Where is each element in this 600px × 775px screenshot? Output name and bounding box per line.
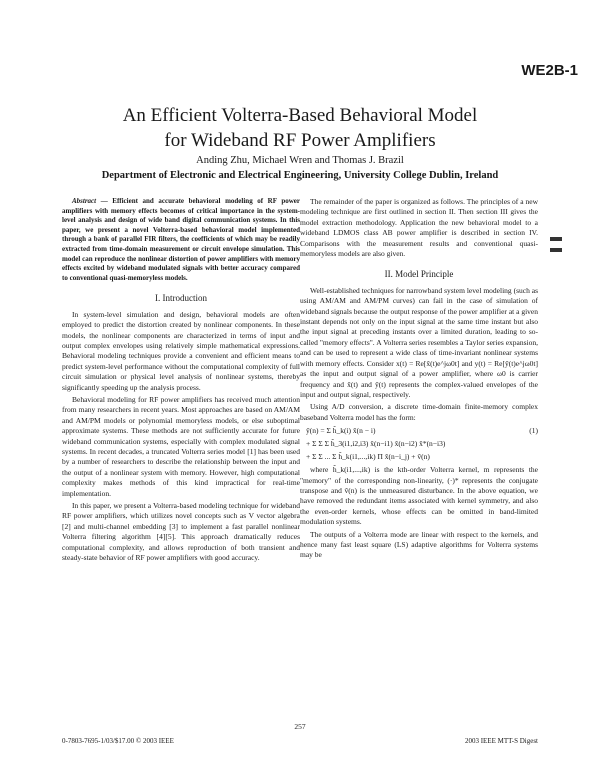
- section-1-heading: I. Introduction: [155, 293, 207, 304]
- equation-1-line-3: [306, 452, 538, 462]
- section-2-heading: II. Model Principle: [384, 269, 454, 280]
- equation-line-2: + Σ Σ Σ h̃_3(i1,i2,i3) x̃(n−i1) x̃(n−i2) x̃*(n−i3): [306, 439, 446, 449]
- abstract-label: Abstract: [72, 197, 97, 205]
- outline-paragraph: The remainder of the paper is organized as follows. The principles of a new modeling technique are first outlined in section II. Then section III gives the model extraction methodology. Application the new behavioral model to a wideband LDMOS class AB power amplifier is described in section IV. Comparisons with the measurement results and conventional quasi-memoryless models are also given.: [300, 197, 538, 259]
- session-code: WE2B-1: [521, 62, 578, 79]
- equation-line-1: ỹ(n) = Σ h̃_k(i) x̃(n − i): [306, 426, 376, 436]
- intro-paragraph-3: In this paper, we present a Volterra-based modeling technique for wideband RF power amplifiers, which utilizes novel concepts such as V vector algebra [2] and multi-channel embedding [3] to implement a fast parallel nonlinear Volterra filtering algorithm [4][5]. This approach dramatically reduces computational complexity, and allows reproduction of both transient and steady-state behavior of RF power amplifiers with good accuracy.: [62, 501, 300, 563]
- equation-number: (1): [529, 426, 538, 436]
- abstract: [62, 197, 300, 283]
- page-number: 257: [294, 722, 306, 731]
- paper-title: [0, 103, 600, 153]
- authors: Anding Zhu, Michael Wren and Thomas J. Brazil: [196, 155, 404, 166]
- affiliation: Department of Electronic and Electrical Engineering, University College Dublin, Ireland: [101, 170, 499, 181]
- equation-1: [306, 426, 538, 436]
- title-line-1: An Efficient Volterra-Based Behavioral Model: [122, 105, 478, 126]
- model-paragraph-2: Using A/D conversion, a discrete time-domain finite-memory complex baseband Volterra model has the form:: [300, 402, 538, 422]
- intro-paragraph-2: Behavioral modeling for RF power amplifiers has received much attention from many researchers in recent years. Most approaches are based on AM/AM and AM/PM models or polynomial memoryless models, or else suboptimal approximate systems. These methods are not sufficiently accurate for future wideband communication systems, especially with complex modulated signal systems. In recent decades, a truncated Volterra series model [1] has been used by a number of researchers to describe the relationship between the input and the output of a nonlinear system with memory. However, high computational complexity makes methods of this kind impractical for real-time implementation.: [62, 395, 300, 498]
- margin-marker: [550, 237, 562, 241]
- abstract-text: — Efficient and accurate behavioral modeling of RF power amplifiers with memory effects becomes of critical importance in the system-level analysis and design of wide band digital communication systems. In this paper, we present a novel Volterra-based behavioral model implemented through a bank of parallel FIR filters, the coefficients of which may be readily extracted from time-domain measurement or circuit envelope simulation. This model can reproduce the nonlinear distortion of power amplifiers with memory effects excited by wideband modulated signals with better accuracy compared to conventional quasi-memoryless models.: [62, 197, 300, 282]
- digest-footer: 2003 IEEE MTT-S Digest: [464, 737, 538, 745]
- copyright-footer: 0-7803-7695-1/03/$17.00 © 2003 IEEE: [62, 737, 174, 745]
- equation-line-3: + Σ Σ ... Σ h̃_k(i1,...,ik) Π x̃(n−i_j) + ṽ(n): [306, 452, 430, 462]
- left-column: [62, 197, 300, 566]
- intro-paragraph-1: In system-level simulation and design, behavioral models are often employed to predict the distortion created by nonlinear components. In these models, the nonlinear components are characterized in terms of input and output complex envelopes using relatively simple mathematical expressions. Behavioral modeling techniques provide a convenient and efficient means to predict system-level performance without the computational complexity of full circuit simulation or physical level analysis of nonlinear systems, thereby significantly speeding up the analysis process.: [62, 309, 300, 392]
- right-column: [300, 197, 538, 563]
- model-paragraph-1: Well-established techniques for narrowband system level modeling (such as using AM/AM and AM/PM curves) can fail in the case of simulation of wideband signals because the output response of the power amplifier at a given instant depends not only on the input signal at the same time instant but also the input signal at preceding instants over a limited duration, leading to so-called "memory effects". A Volterra series resembles a Taylor series expansion, and can be used to represent a wide class of time-invariant nonlinear systems with memory effects. Consider x(t) = Re[x̃(t)e^jω0t] and y(t) = Re[ỹ(t)e^jω0t] as the input and output signal of a power amplifier, where ω0 is carrier frequency and x̃(t) and ỹ(t) represents the complex-valued envelopes of the input and output signal, respectively.: [300, 285, 538, 399]
- model-paragraph-3: where h̃_k(i1,...,ik) is the kth-order Volterra kernel, m represents the "memory" of the corresponding non-linearity, (·)* represents the conjugate transpose and ṽ(n) is the unmeasured disturbance. In the above equation, we have removed the redundant items associated with kernel symmetry, and also the even-order kernels, whose effects can be omitted in band-limited modulation systems.: [300, 465, 538, 527]
- equation-1-line-2: [306, 439, 538, 449]
- margin-marker: [550, 248, 562, 252]
- model-paragraph-4: The outputs of a Volterra mode are linear with respect to the kernels, and hence many fast least square (LS) adaptive algorithms for Volterra systems may be: [300, 529, 538, 560]
- title-line-2: for Wideband RF Power Amplifiers: [164, 130, 436, 151]
